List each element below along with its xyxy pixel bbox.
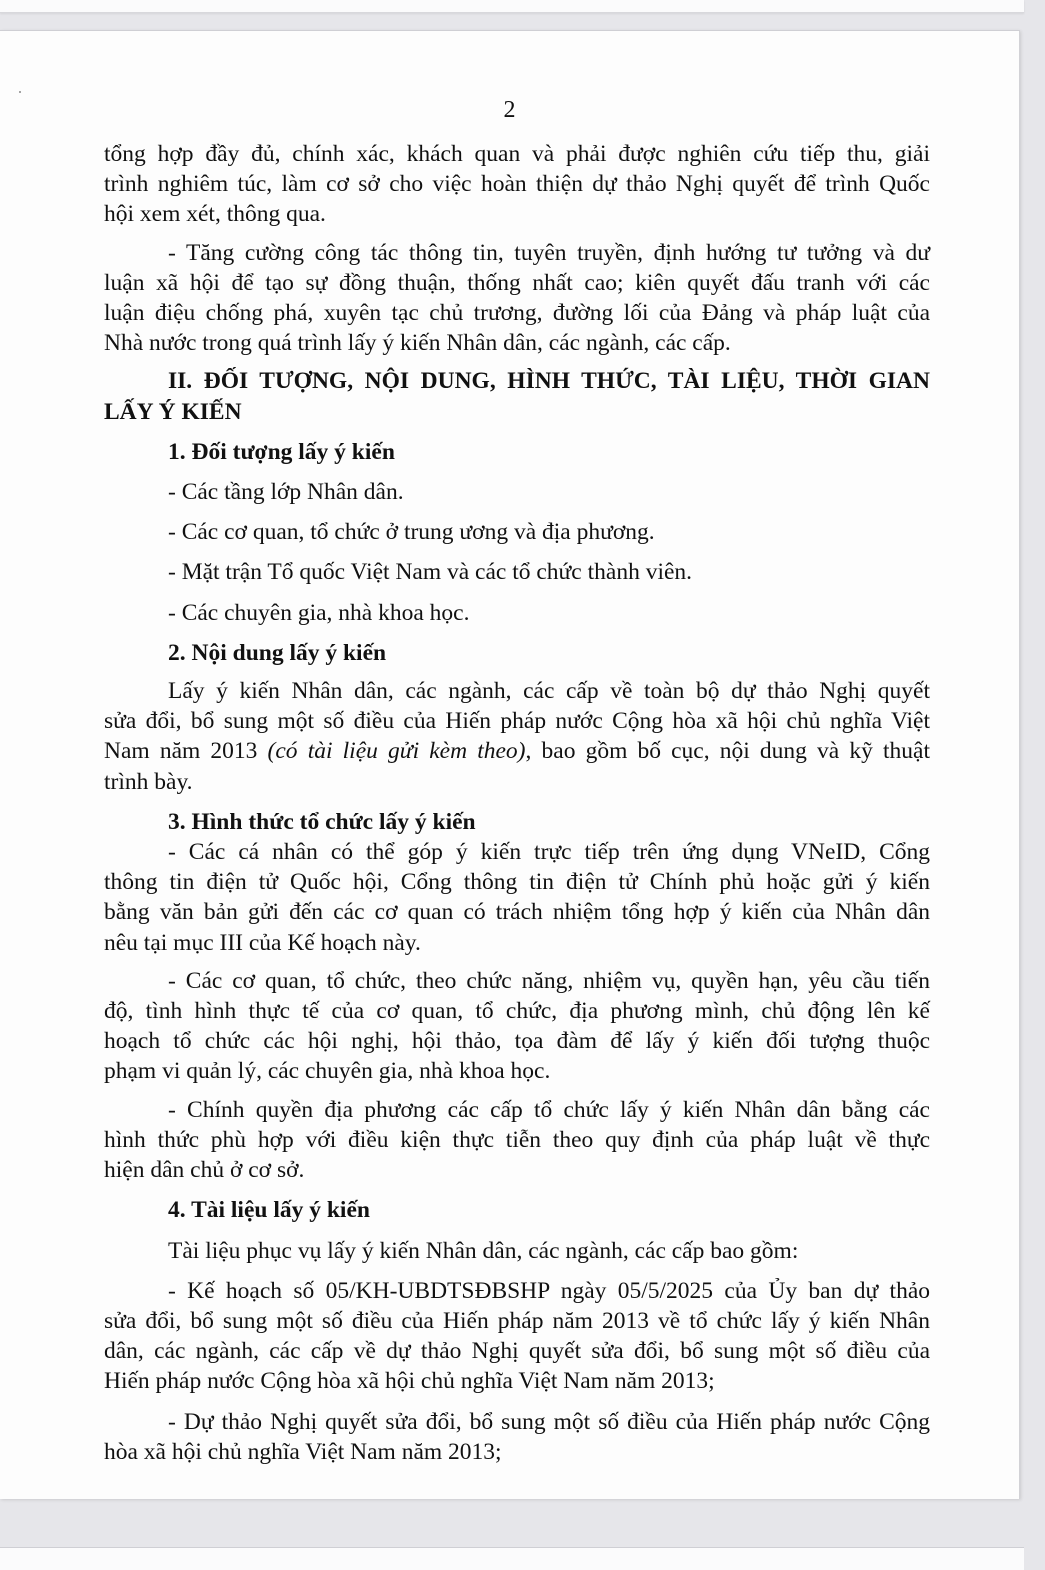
text-line: dân, các ngành, các cấp về dự thảo Nghị quyết sửa đổi, bổ sung một số điều của bbox=[104, 1338, 930, 1365]
text-line: hoạch tổ chức các hội nghị, hội thảo, tọa đàm để lấy ý kiến đối tượng thuộc bbox=[104, 1028, 930, 1055]
text-line: - Các cá nhân có thể góp ý kiến trực tiếp trên ứng dụng VNeID, Cổng bbox=[168, 839, 930, 866]
previous-page-edge bbox=[0, 0, 1024, 13]
next-page-edge bbox=[0, 1547, 1024, 1570]
subsection-3-paragraph bbox=[104, 1095, 930, 1186]
text-fragment: Nam năm 2013 bbox=[104, 738, 268, 765]
section-title-line: LẤY Ý KIẾN bbox=[104, 398, 242, 425]
text-fragment: , bao gồm bố cục, nội dung và kỹ thuật bbox=[525, 738, 930, 765]
section-title-line: II. ĐỐI TƯỢNG, NỘI DUNG, HÌNH THỨC, TÀI LIỆU, THỜI GIAN bbox=[168, 368, 930, 395]
text-line: - Các cơ quan, tổ chức, theo chức năng, nhiệm vụ, quyền hạn, yêu cầu tiến bbox=[168, 967, 930, 994]
subsection-4-intro: Tài liệu phục vụ lấy ý kiến Nhân dân, các ngành, các cấp bao gồm: bbox=[168, 1237, 799, 1264]
text-line: tổng hợp đầy đủ, chính xác, khách quan và phải được nghiên cứu tiếp thu, giải bbox=[104, 141, 930, 167]
text-line bbox=[104, 736, 930, 766]
document-page bbox=[0, 30, 1020, 1499]
subsection-4-paragraph bbox=[104, 1407, 930, 1467]
text-line: độ, tình hình thực tế của cơ quan, tổ chức, địa phương mình, chủ động lên kế bbox=[104, 998, 930, 1025]
subsection-2-title: 2. Nội dung lấy ý kiến bbox=[168, 639, 387, 666]
subsection-3-title: 3. Hình thức tổ chức lấy ý kiến bbox=[168, 808, 476, 835]
text-line: hòa xã hội chủ nghĩa Việt Nam năm 2013; bbox=[104, 1438, 502, 1465]
text-line: sửa đổi, bổ sung một số điều của Hiến pháp năm 2013 về tổ chức lấy ý kiến Nhân bbox=[104, 1307, 930, 1334]
subsection-4-title: 4. Tài liệu lấy ý kiến bbox=[168, 1197, 370, 1224]
text-line: luận xã hội để tạo sự đồng thuận, thống nhất cao; kiên quyết đấu tranh với các bbox=[104, 269, 930, 296]
list-item: - Các tầng lớp Nhân dân. bbox=[168, 479, 404, 506]
text-line: - Chính quyền địa phương các cấp tổ chức lấy ý kiến Nhân dân bằng các bbox=[168, 1096, 930, 1123]
subsection-1-title: 1. Đối tượng lấy ý kiến bbox=[168, 438, 395, 465]
subsection-3-paragraph bbox=[104, 966, 930, 1087]
text-line: Lấy ý kiến Nhân dân, các ngành, các cấp về toàn bộ dự thảo Nghị quyết bbox=[168, 678, 930, 705]
intro-paragraph bbox=[104, 139, 930, 230]
text-line: - Tăng cường công tác thông tin, tuyên truyền, định hướng tư tưởng và dư bbox=[168, 239, 930, 266]
list-item: - Các chuyên gia, nhà khoa học. bbox=[168, 599, 470, 626]
italic-note: (có tài liệu gửi kèm theo) bbox=[267, 738, 526, 765]
subsection-2-paragraph bbox=[104, 676, 930, 797]
text-line: trình bày. bbox=[104, 768, 193, 795]
list-item: - Mặt trận Tổ quốc Việt Nam và các tổ chức thành viên. bbox=[168, 559, 693, 586]
text-line: nêu tại mục III của Kế hoạch này. bbox=[104, 929, 421, 956]
scan-speck bbox=[19, 91, 21, 93]
subsection-4-paragraph bbox=[104, 1276, 930, 1397]
text-line: bằng văn bản gửi đến các cơ quan có trách nhiệm tổng hợp ý kiến của Nhân dân bbox=[104, 899, 930, 926]
text-line: phạm vi quản lý, các chuyên gia, nhà khoa học. bbox=[104, 1058, 551, 1085]
text-line: hiện dân chủ ở cơ sở. bbox=[104, 1157, 305, 1184]
list-item: - Các cơ quan, tổ chức ở trung ương và địa phương. bbox=[168, 519, 655, 546]
text-line: Nhà nước trong quá trình lấy ý kiến Nhân dân, các ngành, các cấp. bbox=[104, 330, 731, 357]
propaganda-paragraph bbox=[104, 238, 930, 359]
section-title bbox=[104, 366, 930, 426]
page-number: 2 bbox=[503, 97, 516, 123]
text-line: trình nghiêm túc, làm cơ sở cho việc hoàn thiện dự thảo Nghị quyết để trình Quốc bbox=[104, 171, 930, 198]
text-line: - Kế hoạch số 05/KH-UBDTSĐBSHP ngày 05/5/2025 của Ủy ban dự thảo bbox=[168, 1277, 930, 1304]
text-line: - Dự thảo Nghị quyết sửa đổi, bổ sung một số điều của Hiến pháp nước Cộng bbox=[168, 1408, 930, 1435]
page-content bbox=[104, 139, 930, 1467]
text-line: Hiến pháp nước Cộng hòa xã hội chủ nghĩa Việt Nam năm 2013; bbox=[104, 1368, 715, 1395]
subsection-3-paragraph bbox=[104, 837, 930, 958]
text-line: hội xem xét, thông qua. bbox=[104, 201, 326, 228]
text-line: sửa đổi, bổ sung một số điều của Hiến pháp nước Cộng hòa xã hội chủ nghĩa Việt bbox=[104, 708, 930, 735]
text-line: hình thức phù hợp với điều kiện thực tiễn theo quy định của pháp luật về thực bbox=[104, 1126, 930, 1153]
text-line: thông tin điện tử Quốc hội, Cổng thông tin điện tử Chính phủ hoặc gửi ý kiến bbox=[104, 869, 930, 896]
text-line: luận điệu chống phá, xuyên tạc chủ trương, đường lối của Đảng và pháp luật của bbox=[104, 300, 930, 327]
